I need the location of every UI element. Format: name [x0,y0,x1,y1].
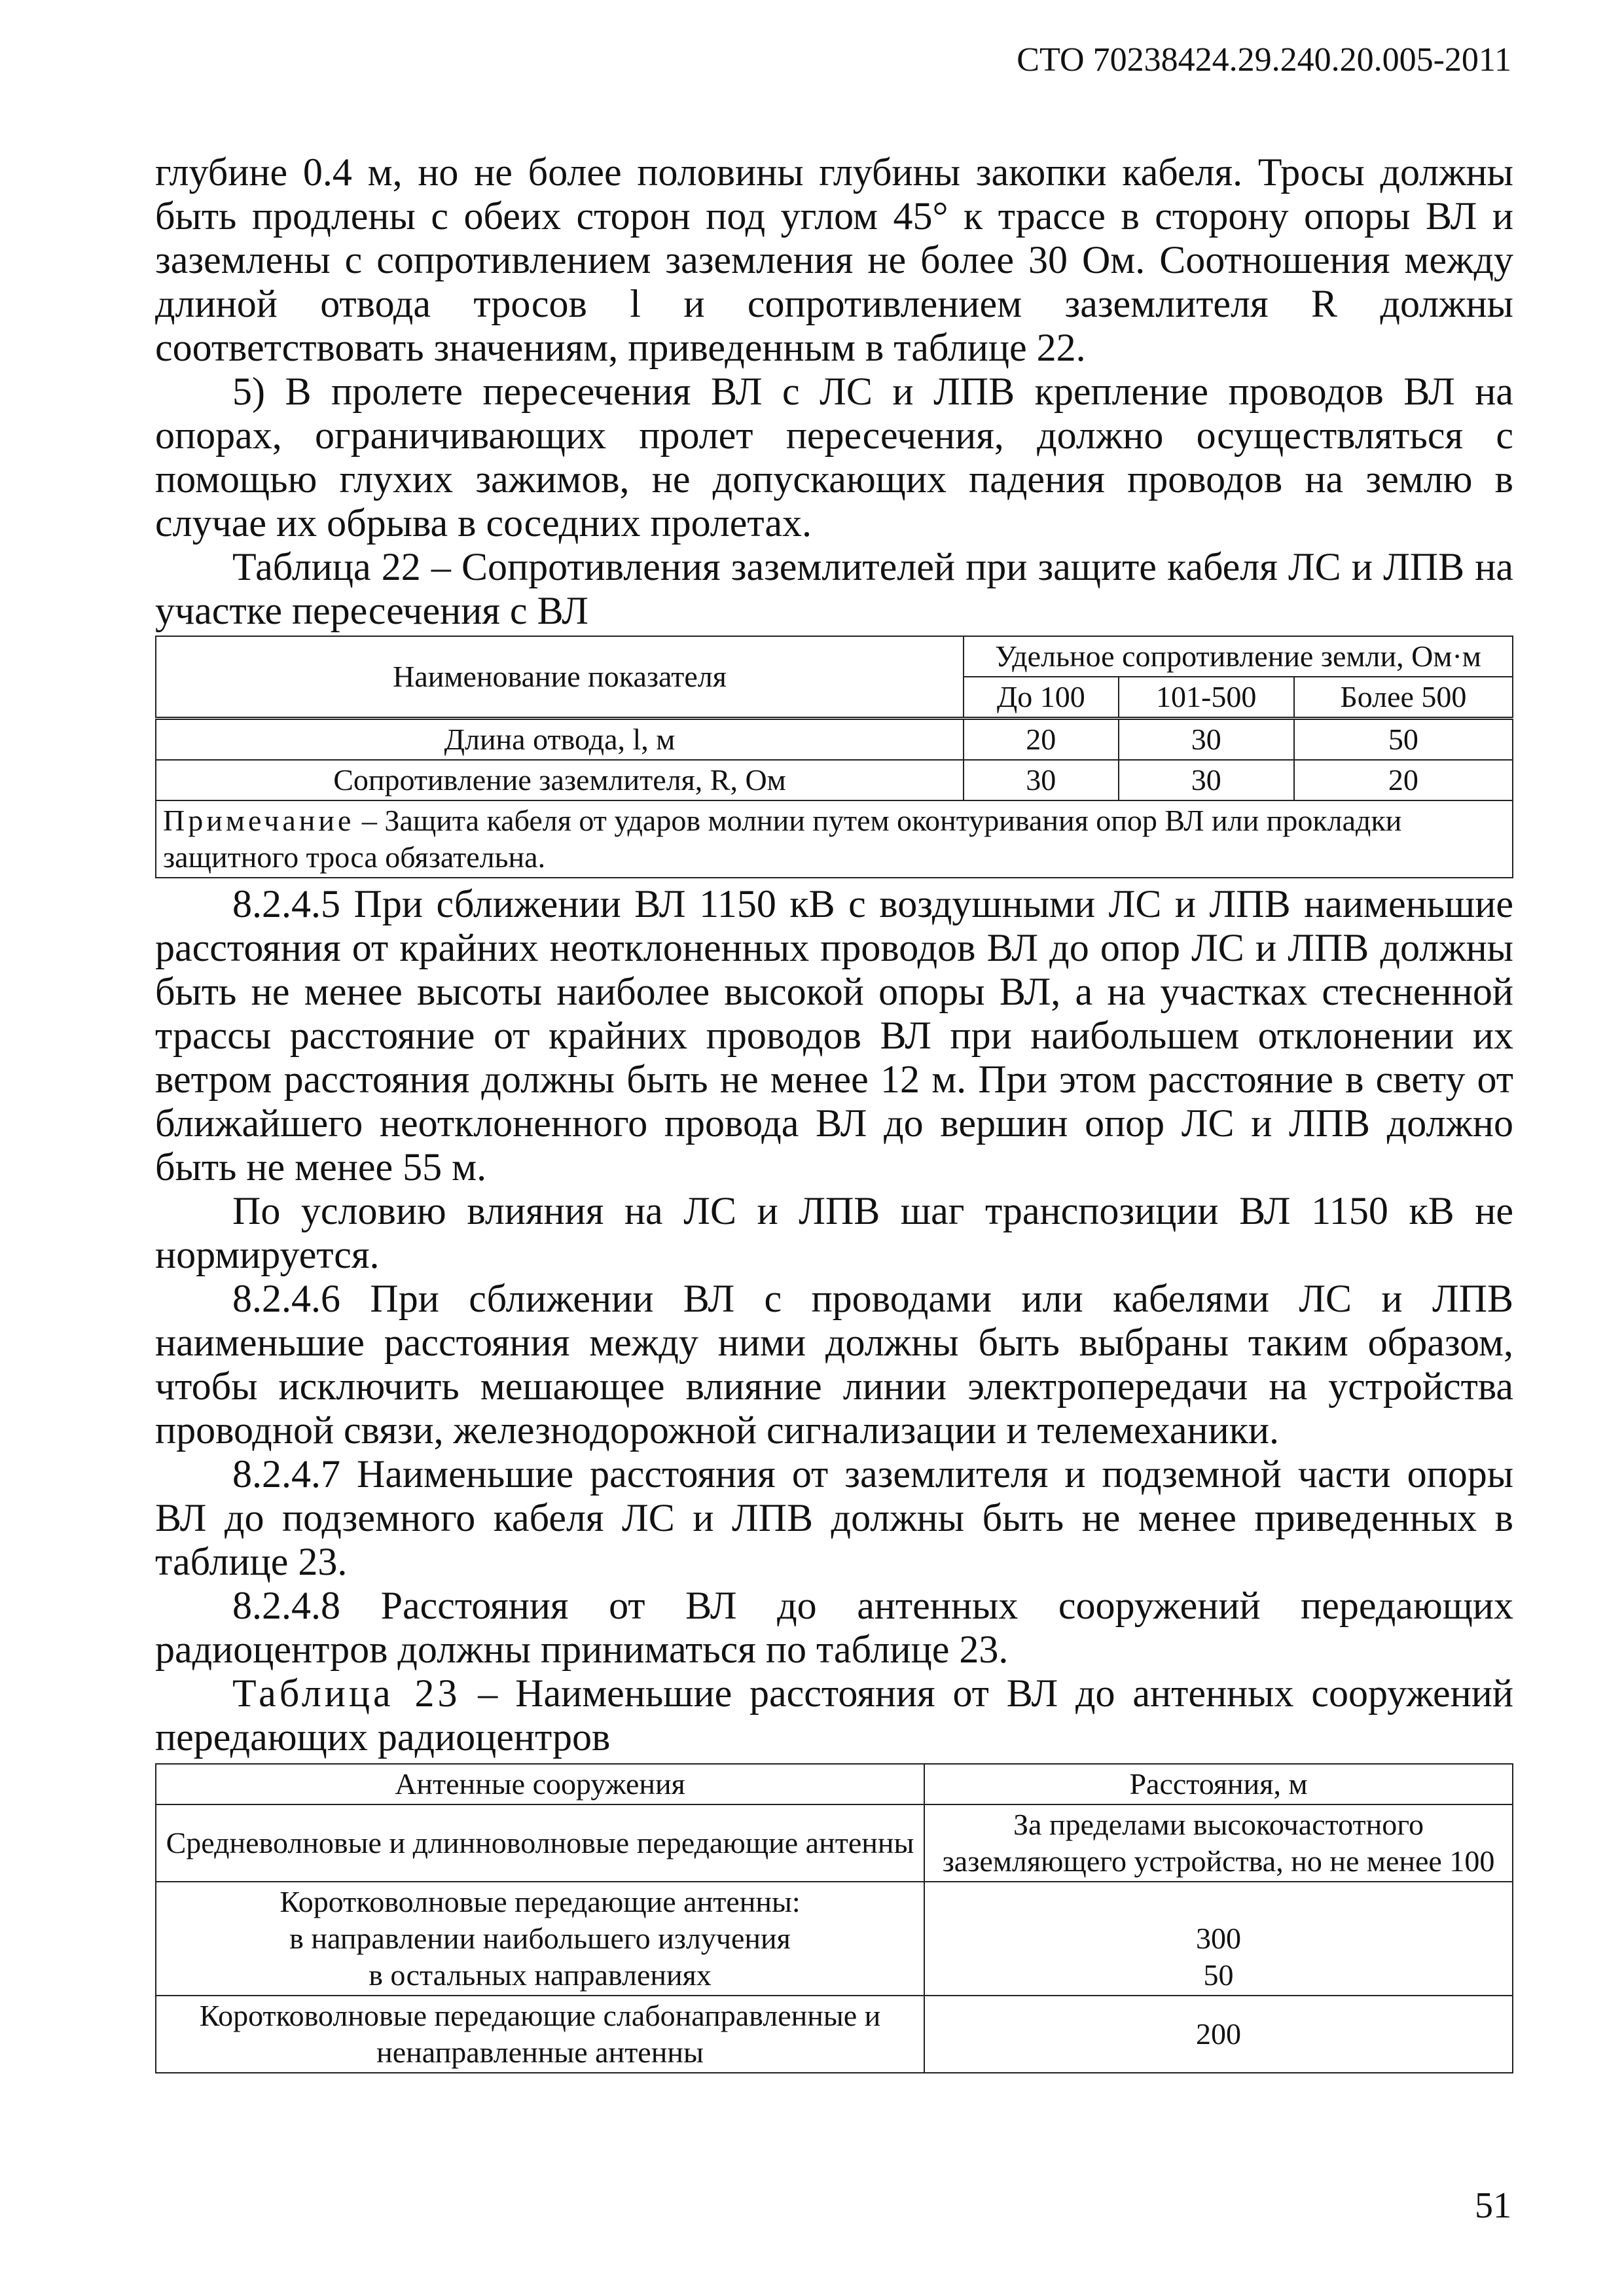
table-23-caption-label: Таблица 23 [232,1672,461,1715]
table-22-row-label: Длина отвода, l, м [156,719,964,761]
page-number: 51 [1475,2185,1511,2226]
table-cell: Коротковолновые передающие слабонаправленные и ненаправленные антенны [156,1996,924,2073]
table-cell: 20 [964,719,1119,761]
table-cell: 30 [964,760,1119,800]
table-22-header-row [156,636,1513,677]
paragraph-8-2-4-7: 8.2.4.7 Наименьшие расстояния от заземлителя и подземной части опоры ВЛ до подземного кабеля ЛС и ЛПВ должны быть не менее приведенных в таблице 23. [155,1452,1513,1583]
paragraph-transposition: По условию влияния на ЛС и ЛПВ шаг транспозиции ВЛ 1150 кВ не нормируется. [155,1189,1513,1276]
table-23-header-row [156,1764,1513,1804]
table-row [156,760,1513,800]
table-22-col-2: 101-500 [1119,677,1294,719]
table-23 [155,1763,1513,2073]
cell-line: Коротковолновые передающие антенны: [280,1885,801,1918]
table-cell: 30 [1119,760,1294,800]
cell-line: 50 [1203,1958,1234,1992]
table-cell: 50 [1294,719,1513,761]
table-cell [924,1882,1513,1996]
document-code: СТО 70238424.29.240.20.005-2011 [1017,41,1511,79]
table-row [156,1996,1513,2073]
table-22-note [156,800,1513,878]
table-23-header-distances: Расстояния, м [924,1764,1513,1804]
table-22-header-name: Наименование показателя [156,636,964,719]
table-22-caption: Таблица 22 – Сопротивления заземлителей при защите кабеля ЛС и ЛПВ на участке пересечения с ВЛ [155,545,1513,632]
paragraph-8-2-4-8: 8.2.4.8 Расстояния от ВЛ до антенных сооружений передающих радиоцентров должны приниматься по таблице 23. [155,1584,1513,1671]
table-cell: За пределами высокочастотного заземляющего устройства, но не менее 100 [924,1804,1513,1882]
paragraph-continued: глубине 0.4 м, но не более половины глубины закопки кабеля. Тросы должны быть продлены с обеих сторон под углом 45° к трассе в сторону опоры ВЛ и заземлены с сопротивлением заземления не более 30 Ом. Соотношения между длиной отвода тросов l и сопротивлением заземлителя R должны соответствовать значениям, приведенным в таблице 22. [155,151,1513,369]
table-22-col-1: До 100 [964,677,1119,719]
note-label: Примечание [163,804,355,837]
table-22-header-group: Удельное сопротивление земли, Ом·м [964,636,1513,677]
table-22-col-3: Более 500 [1294,677,1513,719]
table-23-caption [155,1672,1513,1759]
page-body [155,151,1513,2073]
table-row [156,1804,1513,1882]
table-row [156,719,1513,761]
table-22 [155,636,1513,878]
table-cell: 20 [1294,760,1513,800]
table-cell: Средневолновые и длинноволновые передающие антенны [156,1804,924,1882]
table-22-row-label: Сопротивление заземлителя, R, Ом [156,760,964,800]
table-23-caption-text: – Наименьшие расстояния от ВЛ до антенных сооружений передающих радиоцентров [155,1672,1513,1759]
table-cell: 30 [1119,719,1294,761]
table-cell [156,1882,924,1996]
paragraph-item-5: 5) В пролете пересечения ВЛ с ЛС и ЛПВ крепление проводов ВЛ на опорах, ограничивающих пролет пересечения, должно осуществляться с помощью глухих зажимов, не допускающих падения проводов на землю в случае их обрыва в соседних пролетах. [155,370,1513,545]
cell-line: в остальных направлениях [369,1958,712,1992]
note-text: – Защита кабеля от ударов молнии путем оконтуривания опор ВЛ или прокладки защитного троса обязательна. [163,804,1402,874]
cell-line: 300 [1196,1922,1241,1955]
cell-line: в направлении наибольшего излучения [289,1922,791,1955]
paragraph-8-2-4-6: 8.2.4.6 При сближении ВЛ с проводами или кабелями ЛС и ЛПВ наименьшие расстояния между ними должны быть выбраны таким образом, чтобы исключить мешающее влияние линии электропередачи на устройства проводной связи, железнодорожной сигнализации и телемеханики. [155,1277,1513,1452]
paragraph-8-2-4-5: 8.2.4.5 При сближении ВЛ 1150 кВ с воздушными ЛС и ЛПВ наименьшие расстояния от крайних неотклоненных проводов ВЛ до опор ЛС и ЛПВ должны быть не менее высоты наиболее высокой опоры ВЛ, а на участках стесненной трассы расстояние от крайних проводов ВЛ при наибольшем отклонении их ветром расстояния должны быть не менее 12 м. При этом расстояние в свету от ближайшего неотклоненного провода ВЛ до вершин опор ЛС и ЛПВ должно быть не менее 55 м. [155,882,1513,1189]
table-23-header-antennas: Антенные сооружения [156,1764,924,1804]
table-row [156,1882,1513,1996]
table-22-note-row [156,800,1513,878]
table-cell: 200 [924,1996,1513,2073]
